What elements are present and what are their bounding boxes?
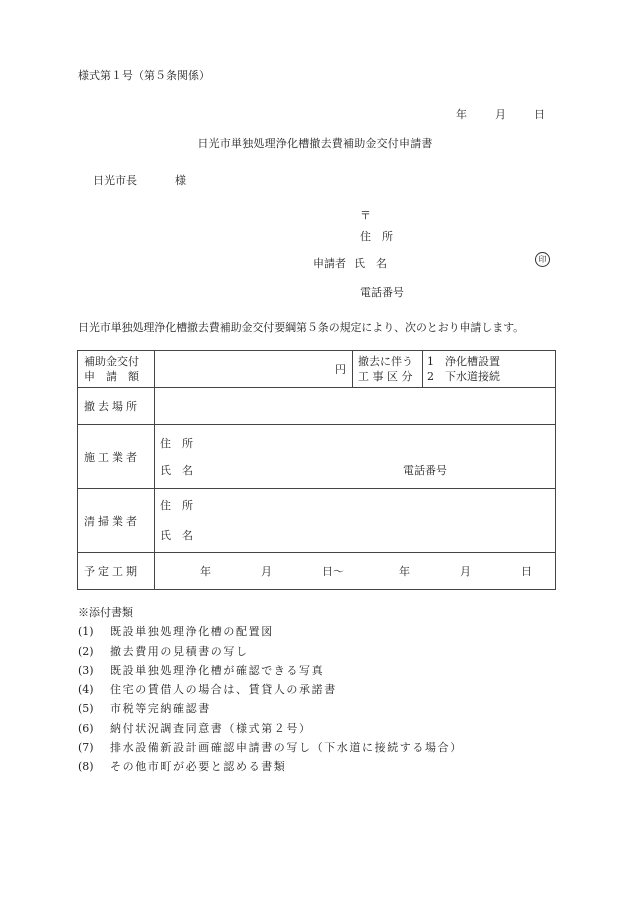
contractor-phone-label: 電話番号 <box>403 463 447 477</box>
schedule-label: 予定工期 <box>78 553 155 590</box>
removal-place-input[interactable] <box>155 388 556 425</box>
cleaner-name-label: 氏 名 <box>160 528 193 542</box>
list-item: (1) 既設単独処理浄化槽の配置図 <box>78 625 274 639</box>
table-row-cleaner <box>78 489 556 553</box>
addressee <box>93 172 186 188</box>
list-item: (3) 既設単独処理浄化槽が確認できる写真 <box>78 663 325 677</box>
schedule-year-1: 年 <box>200 565 211 578</box>
applicant-name-row <box>313 255 387 271</box>
seal-mark: 印 <box>535 252 550 267</box>
removal-place-label: 撤去場所 <box>78 388 155 425</box>
date-day: 日 <box>534 108 545 121</box>
amount-input[interactable] <box>155 351 353 388</box>
amount-label-line1: 補助金交付 <box>84 355 139 368</box>
attachments-list <box>78 603 463 777</box>
cleaner-input[interactable] <box>155 489 556 553</box>
addressee-name: 日光市長 <box>93 174 137 187</box>
table-row-contractor <box>78 425 556 489</box>
schedule-month-1: 月 <box>261 565 272 578</box>
document-title: 日光市単独処理浄化槽撤去費補助金交付申請書 <box>197 137 433 150</box>
contractor-input[interactable] <box>155 425 556 489</box>
applicant-address-label: 住 所 <box>360 230 393 243</box>
work-type-label <box>353 351 423 388</box>
contractor-name-row <box>160 457 555 484</box>
list-item: (6) 納付状況調査同意書（様式第２号） <box>78 721 312 735</box>
amount-label-line2: 申 請 額 <box>84 370 139 383</box>
yen-unit: 円 <box>335 363 346 376</box>
table-row-removal <box>78 388 556 425</box>
amount-label <box>78 351 155 388</box>
attachments-heading: ※添付書類 <box>78 606 133 619</box>
applicant-phone-label: 電話番号 <box>360 286 404 299</box>
contractor-name-label: 氏 名 <box>160 463 193 477</box>
intro-text: 日光市単独処理浄化槽撤去費補助金交付要綱第５条の規定により、次のとおり申請します。 <box>78 321 525 334</box>
list-item: (4) 住宅の賃借人の場合は、賃貸人の承諾書 <box>78 683 337 697</box>
table-row-schedule <box>78 553 556 590</box>
schedule-month-2: 月 <box>460 565 471 578</box>
contractor-label: 施工業者 <box>78 425 155 489</box>
cleaner-address-label: 住 所 <box>160 498 193 512</box>
schedule-day-1: 日〜 <box>322 565 344 578</box>
work-option-2: 2 下水道接続 <box>427 370 500 383</box>
date-month: 月 <box>495 108 506 121</box>
list-item: (5) 市税等完納確認書 <box>78 702 211 716</box>
date-line <box>456 106 545 122</box>
schedule-input[interactable] <box>155 553 556 590</box>
table-row-amount <box>78 351 556 388</box>
work-label-line1: 撤去に伴う <box>358 355 413 368</box>
contractor-address-label: 住 所 <box>160 436 193 450</box>
form-number: 様式第１号（第５条関係） <box>78 69 210 82</box>
list-item: (2) 撤去費用の見積書の写し <box>78 644 249 658</box>
schedule-year-2: 年 <box>399 565 410 578</box>
application-table <box>77 350 556 590</box>
applicant-name-label: 氏 名 <box>354 257 387 270</box>
addressee-honorific: 様 <box>175 174 186 187</box>
applicant-label: 申請者 <box>313 257 346 270</box>
date-year: 年 <box>456 108 467 121</box>
cleaner-label: 清掃業者 <box>78 489 155 553</box>
list-item: (8) その他市町が必要と認める書類 <box>78 760 287 774</box>
list-item: (7) 排水設備新設計画確認申請書の写し（下水道に接続する場合） <box>78 741 463 755</box>
work-option-1: 1 浄化槽設置 <box>427 355 500 368</box>
work-type-options[interactable] <box>423 351 556 388</box>
postal-mark: 〒 <box>360 209 371 222</box>
schedule-day-2: 日 <box>521 565 532 578</box>
work-label-line2: 工 事 区 分 <box>358 370 413 383</box>
